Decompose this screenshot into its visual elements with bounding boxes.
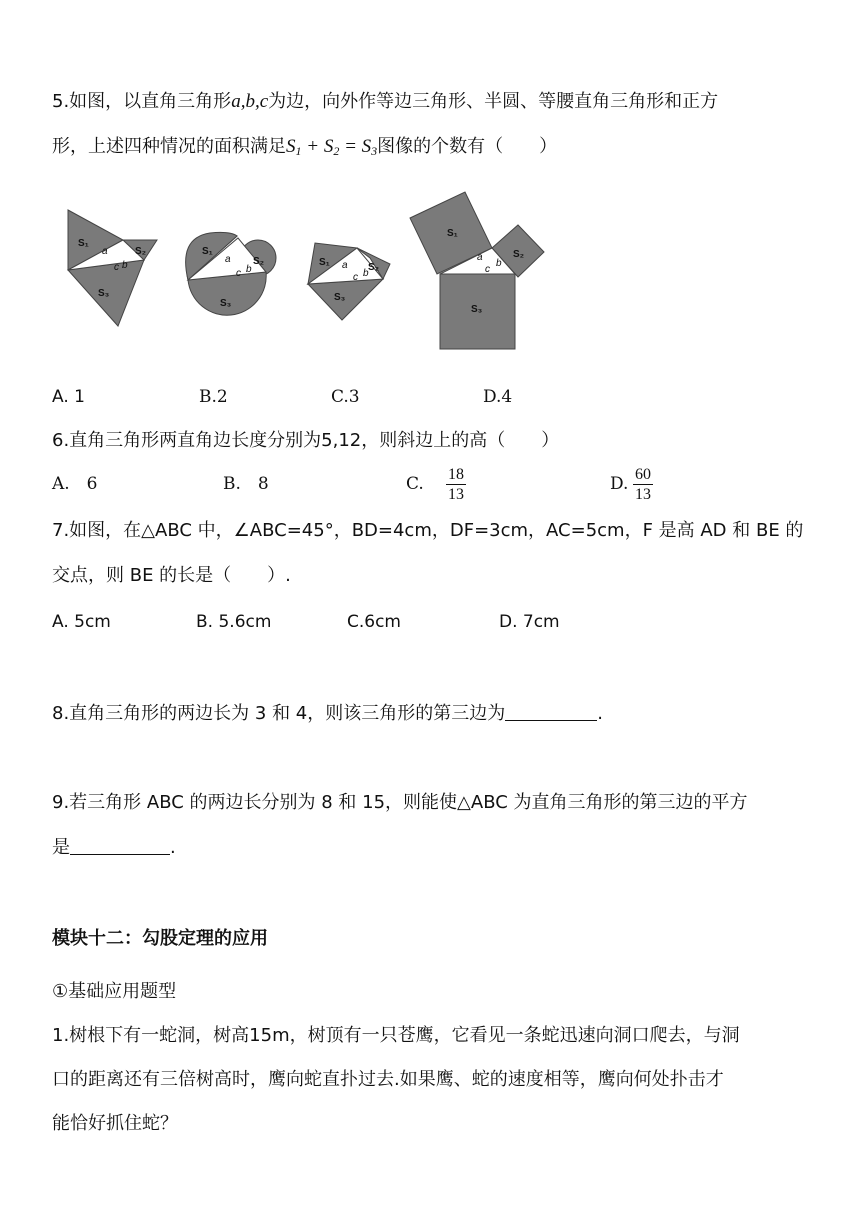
svg-text:b: b	[246, 264, 252, 275]
q5-vars: a,b,c	[231, 91, 269, 112]
q9-line1: 9.若三角形 ABC 的两边长分别为 8 和 15，则能使△ABC 为直角三角形的第三边的平方	[52, 792, 748, 813]
q5-option-b: B.2	[199, 387, 228, 407]
q5-formula: $S_1 + S_2 = S_3$	[286, 136, 378, 158]
svg-text:b: b	[122, 260, 128, 271]
q7-option-a: A. 5cm	[52, 612, 111, 632]
svg-text:c: c	[485, 264, 490, 275]
svg-text:S₂: S₂	[368, 262, 380, 273]
svg-text:a: a	[102, 246, 108, 257]
q5-figure	[60, 188, 560, 358]
svg-text:b: b	[363, 268, 369, 279]
svg-text:c: c	[114, 262, 119, 273]
q5-line2: 形，上述四种情况的面积满足$S_1 + S_2 = S_3$图像的个数有（ ）	[52, 136, 558, 158]
section-subtitle: ①基础应用题型	[52, 981, 177, 1002]
svg-text:S₁: S₁	[202, 246, 213, 257]
q6-option-c: C.	[406, 474, 424, 494]
svg-text:S₂: S₂	[135, 246, 147, 257]
q5-option-d: D.4	[483, 387, 513, 407]
svg-text:a: a	[342, 260, 348, 271]
q9-line2: 是 .	[52, 834, 176, 861]
q6-option-b: B. 8	[223, 474, 269, 494]
q9-answer-blank	[70, 834, 170, 855]
q7-line2: 交点，则 BE 的长是（ ）.	[52, 565, 291, 586]
svg-text:S₁: S₁	[447, 228, 458, 239]
q7-option-d: D. 7cm	[499, 612, 560, 632]
q6-option-d: D.	[610, 474, 629, 494]
fig3-s3	[308, 279, 383, 320]
q8: 8.直角三角形的两边长为 3 和 4，则该三角形的第三边为 .	[52, 700, 603, 727]
svg-text:b: b	[496, 258, 502, 269]
svg-text:c: c	[236, 268, 241, 279]
q6-text: 6.直角三角形两直角边长度分别为5,12，则斜边上的高（ ）	[52, 430, 560, 451]
svg-text:c: c	[353, 272, 358, 283]
svg-text:S₃: S₃	[334, 292, 346, 303]
q5-line1: 5.如图，以直角三角形a,b,c为边，向外作等边三角形、半圆、等腰直角三角形和正方	[52, 91, 719, 112]
section-title: 模块十二：勾股定理的应用	[52, 928, 268, 949]
svg-text:a: a	[225, 254, 231, 265]
app1-line1: 1.树根下有一蛇洞，树高15m，树顶有一只苍鹰，它看见一条蛇迅速向洞口爬去，与洞	[52, 1025, 740, 1046]
svg-text:S₃: S₃	[98, 288, 110, 299]
q5-option-a: A. 1	[52, 387, 85, 407]
app1-line3: 能恰好抓住蛇？	[52, 1113, 178, 1134]
q7-option-b: B. 5.6cm	[196, 612, 272, 632]
q5-option-c: C.3	[331, 387, 360, 407]
q7-line1: 7.如图，在△ABC 中，∠ABC=45°，BD=4cm，DF=3cm，AC=5cm，F 是高 AD 和 BE 的	[52, 520, 804, 541]
svg-text:S₂: S₂	[513, 249, 525, 260]
svg-text:S₁: S₁	[319, 257, 330, 268]
q8-answer-blank	[505, 700, 597, 721]
svg-text:S₂: S₂	[253, 256, 265, 267]
app1-line2: 口的距离还有三倍树高时，鹰向蛇直扑过去.如果鹰、蛇的速度相等，鹰向何处扑击才	[52, 1069, 724, 1090]
svg-text:S₃: S₃	[471, 304, 483, 315]
q6-option-d-fraction: 60 13	[635, 466, 651, 503]
svg-text:a: a	[477, 252, 483, 263]
q7-option-c: C.6cm	[347, 612, 401, 632]
q6-option-a: A. 6	[52, 474, 98, 494]
svg-text:S₁: S₁	[78, 238, 89, 249]
svg-text:S₃: S₃	[220, 298, 232, 309]
q6-option-c-fraction: 18 13	[448, 466, 464, 503]
